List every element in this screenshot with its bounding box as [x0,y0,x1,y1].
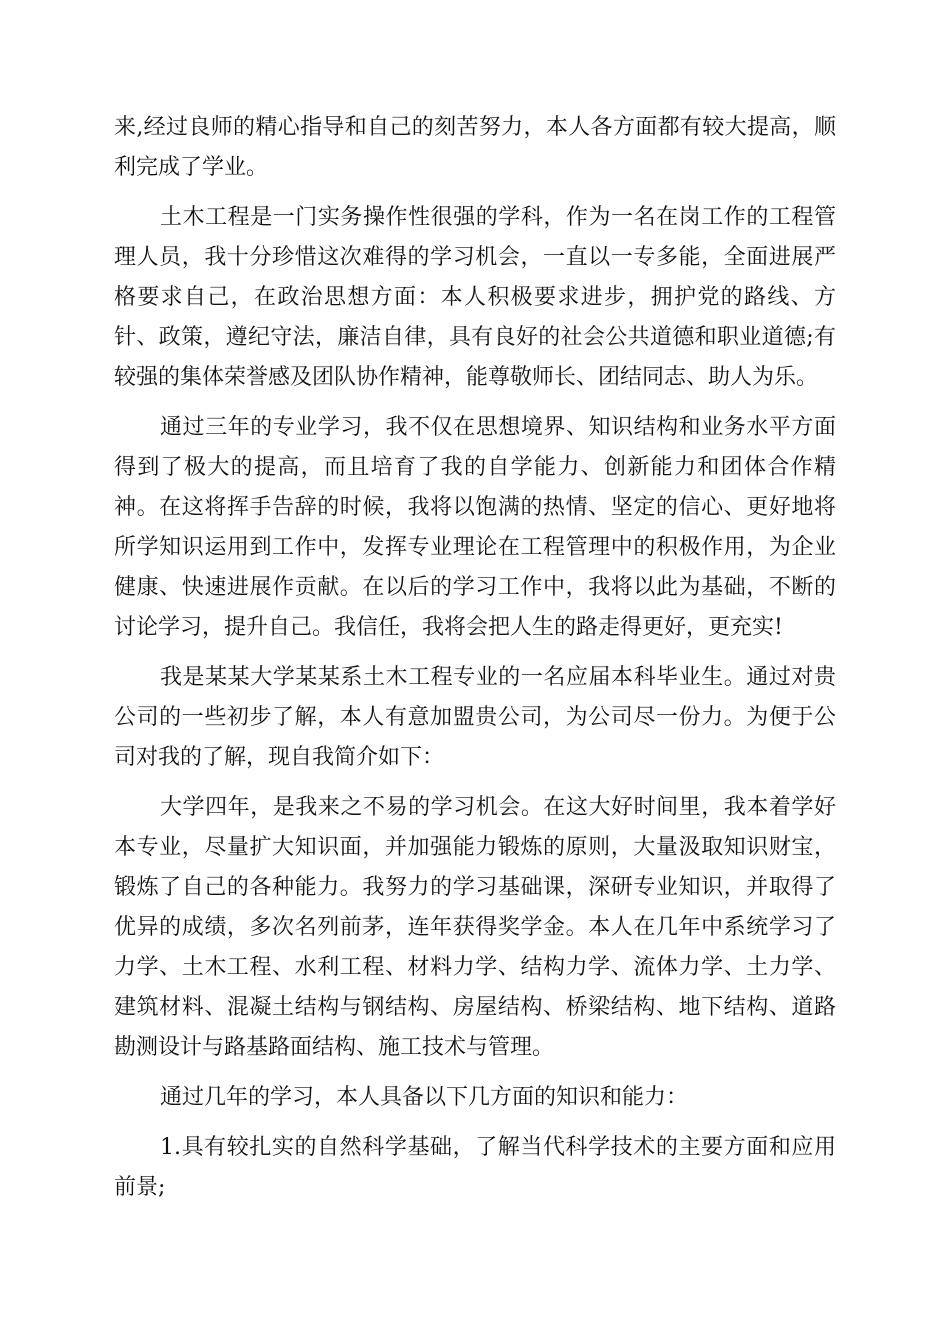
paragraph-list-item-1: 1.具有较扎实的自然科学基础，了解当代科学技术的主要方面和应用前景; [114,1135,836,1200]
paragraph-university-four-years: 大学四年，是我来之不易的学习机会。在这大好时间里，我本着学好本专业，尽量扩大知识面，并加强能力锻炼的原则，大量汲取知识财宝，锻炼了自己的各种能力。我努力的学习基础课，深研专业知识，并取得了优异的成绩，多次名列前茅，连年获得奖学金。本人在几年中系统学习了力学、土木工程、水利工程、材料力学、结构力学、流体力学、土力学、建筑材料、混凝土结构与钢结构、房屋结构、桥梁结构、地下结构、道路勘测设计与路基路面结构、施工技术与管理。 [114,795,836,1060]
paragraph-introduction: 我是某某大学某某系土木工程专业的一名应届本科毕业生。通过对贵公司的一些初步了解，本人有意加盟贵公司，为公司尽一份力。为便于公司对我的了解，现自我简介如下： [114,665,836,770]
paragraph-continuation: 来,经过良师的精心指导和自己的刻苦努力，本人各方面都有较大提高，顺利完成了学业。 [114,115,836,180]
paragraph-civil-engineering: 土木工程是一门实务操作性很强的学科，作为一名在岗工作的工程管理人员，我十分珍惜这次难得的学习机会，一直以一专多能，全面进展严格要求自己，在政治思想方面：本人积极要求进步，拥护党的路线、方针、政策，遵纪守法，廉洁自律，具有良好的社会公共道德和职业道德;有较强的集体荣誉感及团队协作精神，能尊敬师长、团结同志、助人为乐。 [114,205,836,390]
document-body [114,108,836,1218]
paragraph-abilities-intro: 通过几年的学习，本人具备以下几方面的知识和能力： [160,1085,689,1110]
paragraph-three-years-study: 通过三年的专业学习，我不仅在思想境界、知识结构和业务水平方面得到了极大的提高，而且培育了我的自学能力、创新能力和团体合作精神。在这将挥手告辞的时候，我将以饱满的热情、坚定的信心、更好地将所学知识运用到工作中，发挥专业理论在工程管理中的积极作用，为企业健康、快速进展作贡献。在以后的学习工作中，我将以此为基础，不断的讨论学习，提升自己。我信任，我将会把人生的路走得更好，更充实! [114,415,836,640]
